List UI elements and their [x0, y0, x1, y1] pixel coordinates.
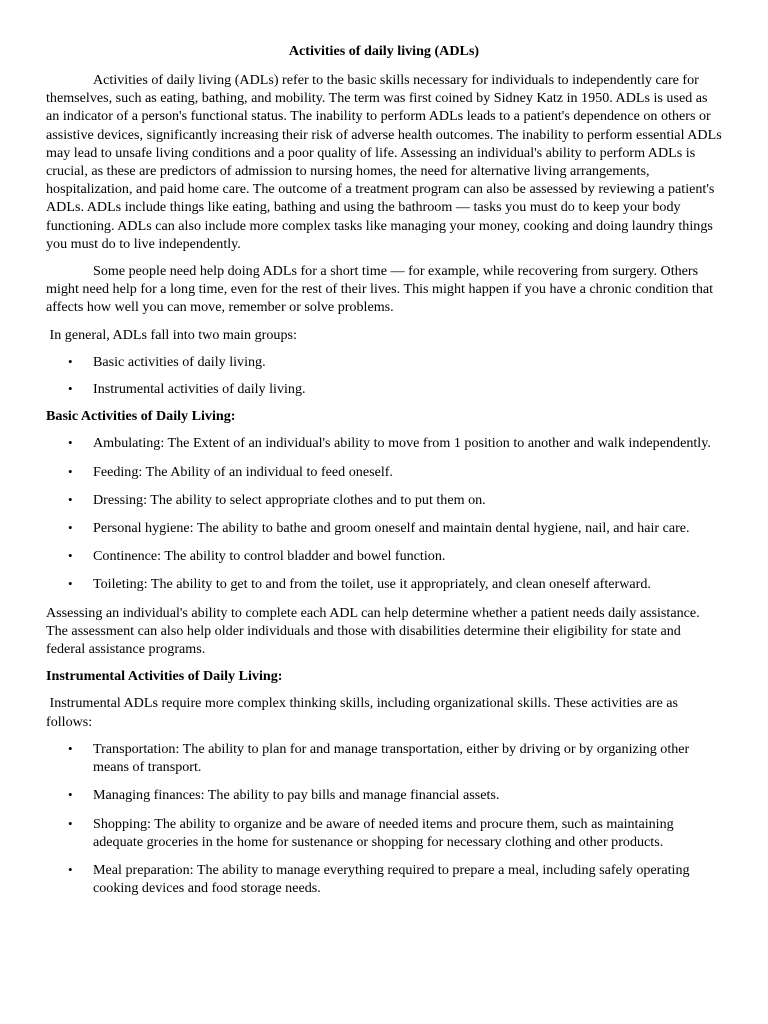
instrumental-adl-heading: Instrumental Activities of Daily Living: — [46, 668, 283, 685]
intro-paragraph-2: Some people need help doing ADLs for a short time — for example, while recovering from surgery. Others might need help for a long time, even for the rest of their lives. This might happen if you have a chronic condition that affects how well you can move, remember or solve problems. — [46, 263, 714, 316]
list-item-text: Personal hygiene: The ability to bathe and groom oneself and maintain dental hygiene, nail, and hair care. — [93, 520, 690, 537]
instrumental-adl-list — [46, 740, 722, 897]
list-item-text: Dressing: The ability to select appropriate clothes and to put them on. — [93, 491, 486, 508]
groups-list — [46, 353, 722, 398]
list-item — [46, 815, 722, 851]
list-item — [46, 575, 722, 593]
list-item — [46, 463, 722, 481]
bullet-icon: • — [68, 463, 73, 479]
intro-paragraph-1: Activities of daily living (ADLs) refer to the basic skills necessary for individuals to independently care for themselves, such as eating, bathing, and mobility. The term was first coined by Sidney Katz in 1950. ADLs is used as an indicator of a person's functional status. The inability to perform ADLs leads to a patient's dependence on others or assistive devices, significantly increasing their risk of adverse health outcomes. The inability to perform essential ADLs may lead to unsafe living conditions and a poor quality of life. Assessing an individual's ability to perform ADLs is crucial, as these are predictors of admission to nursing homes, the need for alternative living arrangements, hospitalization, and paid home care. The outcome of a treatment program can also be assessed by reviewing a patient's ADLs. ADLs include things like eating, bathing and using the bathroom — tasks you must do to keep your body functioning. ADLs can also include more complex tasks like managing your money, cooking and doing laundry things you must do to live independently. — [46, 72, 722, 252]
list-item-text: Meal preparation: The ability to manage everything required to prepare a meal, including safely operating cooking devices and food storage needs. — [93, 861, 690, 897]
bullet-icon: • — [68, 787, 73, 803]
basic-adl-heading: Basic Activities of Daily Living: — [46, 408, 236, 425]
bullet-icon: • — [68, 740, 73, 756]
instrumental-intro: Instrumental ADLs require more complex thinking skills, including organizational skills. These activities are as follows: — [46, 695, 682, 730]
bullet-icon: • — [68, 548, 73, 564]
document-page — [46, 41, 722, 907]
document-title: Activities of daily living (ADLs) — [288, 43, 480, 59]
list-item-text: Shopping: The ability to organize and be aware of needed items and procure them, such as maintaining adequate groceries in the home for sustenance or shopping for necessary clothing and other products. — [93, 815, 674, 850]
list-item-text: Basic activities of daily living. — [93, 353, 266, 370]
list-item — [46, 861, 722, 897]
list-item — [46, 491, 722, 509]
assessment-paragraph: Assessing an individual's ability to complete each ADL can help determine whether a patient needs daily assistance. The assessment can also help older individuals and those with disabilities determine their eligibility for state and federal assistance programs. — [46, 604, 700, 658]
bullet-icon: • — [68, 861, 73, 877]
list-item — [46, 786, 722, 804]
list-item — [46, 353, 722, 371]
list-item — [46, 380, 722, 398]
list-item-text: Ambulating: The Extent of an individual's ability to move from 1 position to another and walk independently. — [93, 435, 711, 452]
list-item-text: Managing finances: The ability to pay bills and manage financial assets. — [93, 787, 500, 804]
list-item-text: Continence: The ability to control bladder and bowel function. — [93, 548, 446, 565]
bullet-icon: • — [68, 353, 73, 369]
bullet-icon: • — [68, 435, 73, 451]
list-item-text: Transportation: The ability to plan for and manage transportation, either by driving or by organizing other means of transport. — [93, 740, 690, 776]
list-item — [46, 547, 722, 565]
bullet-icon: • — [68, 381, 73, 397]
list-item-text: Feeding: The Ability of an individual to feed oneself. — [93, 463, 393, 480]
bullet-icon: • — [68, 576, 73, 592]
bullet-icon: • — [68, 815, 73, 831]
list-item — [46, 519, 722, 537]
list-item-text: Instrumental activities of daily living. — [93, 381, 306, 398]
basic-adl-list — [46, 434, 722, 593]
bullet-icon: • — [68, 520, 73, 536]
list-item-text: Toileting: The ability to get to and from the toilet, use it appropriately, and clean oneself afterward. — [93, 576, 651, 593]
bullet-icon: • — [68, 491, 73, 507]
list-item — [46, 740, 722, 776]
groups-intro: In general, ADLs fall into two main groups: — [46, 326, 297, 343]
list-item — [46, 434, 722, 452]
